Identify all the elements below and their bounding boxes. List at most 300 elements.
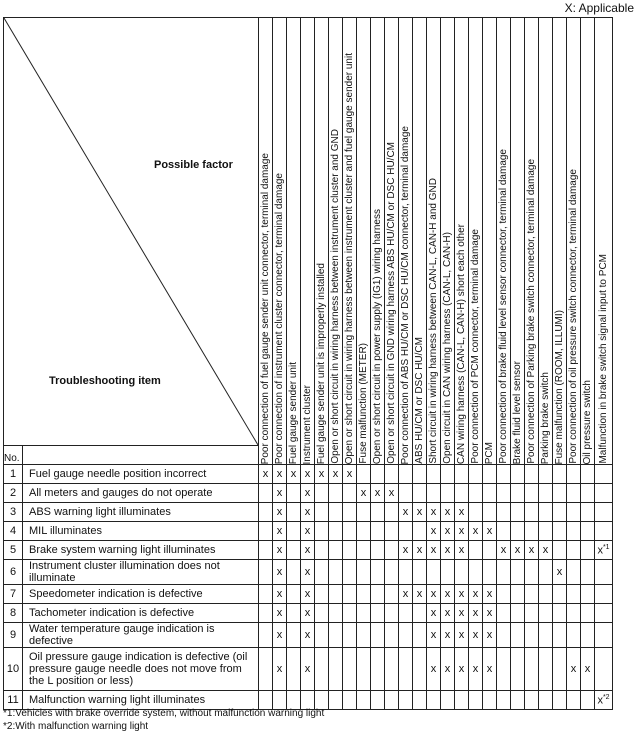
applicability-mark: [413, 522, 427, 541]
applicability-mark: [399, 522, 413, 541]
factor-label: Open or short circuit in GND wiring harness ABS HU/CM or DSC HU/CM: [386, 142, 397, 464]
applicability-mark: [371, 691, 385, 710]
applicability-mark: [427, 648, 441, 691]
applicability-mark: [371, 484, 385, 503]
factor-label: ABS HU/CM or DSC HU/CM: [414, 337, 425, 464]
applicability-mark: [497, 648, 511, 691]
factor-header: [259, 18, 273, 465]
applicability-mark: [553, 560, 567, 585]
table-row: [4, 604, 613, 623]
mark-value: x: [276, 525, 283, 537]
applicability-mark: [497, 522, 511, 541]
mark-value: x: [458, 506, 465, 518]
troubleshooting-item: Water temperature gauge indication is defective: [23, 623, 259, 648]
applicability-mark: [441, 503, 455, 522]
applicability-mark: [399, 503, 413, 522]
applicability-mark: [427, 541, 441, 560]
footnote-text: *2:With malfunction warning light: [3, 721, 149, 732]
applicability-mark: [427, 484, 441, 503]
factor-header: [343, 18, 357, 465]
applicability-mark: [329, 484, 343, 503]
applicability-mark: [469, 484, 483, 503]
mark-value: x: [262, 468, 269, 480]
mark-value: x: [458, 663, 465, 675]
mark-value: x: [570, 663, 577, 675]
applicability-mark: [595, 585, 613, 604]
applicability-mark: [483, 604, 497, 623]
mark-value: x: [430, 629, 437, 641]
applicability-mark: [371, 585, 385, 604]
no-header: No.: [4, 446, 23, 465]
applicability-mark: [567, 560, 581, 585]
applicability-mark: [441, 604, 455, 623]
mark-value: x: [472, 588, 479, 600]
troubleshooting-item: Tachometer indication is defective: [23, 604, 259, 623]
applicability-mark: [399, 560, 413, 585]
factor-header: [539, 18, 553, 465]
applicability-mark: [273, 503, 287, 522]
factor-header: [567, 18, 581, 465]
applicability-mark: [525, 560, 539, 585]
factor-label: PCM: [484, 441, 495, 464]
applicability-mark: [525, 648, 539, 691]
mark-value: x: [290, 468, 297, 480]
applicability-mark: [469, 541, 483, 560]
applicability-mark: [595, 691, 613, 710]
applicability-mark: [287, 484, 301, 503]
applicability-mark: [539, 604, 553, 623]
mark-value: x: [430, 663, 437, 675]
applicability-mark: [427, 522, 441, 541]
applicability-mark: [301, 623, 315, 648]
applicability-mark: [469, 585, 483, 604]
applicability-mark: [595, 560, 613, 585]
applicability-mark: [259, 503, 273, 522]
applicability-mark: [581, 691, 595, 710]
applicability-mark: [399, 465, 413, 484]
applicability-mark: [399, 604, 413, 623]
applicability-mark: [343, 503, 357, 522]
applicability-mark: [539, 522, 553, 541]
applicability-mark: [567, 465, 581, 484]
applicability-mark: [385, 585, 399, 604]
applicability-mark: [483, 648, 497, 691]
applicability-mark: [357, 484, 371, 503]
applicability-mark: [273, 560, 287, 585]
troubleshooting-item: Speedometer indication is defective: [23, 585, 259, 604]
applicability-mark: [343, 465, 357, 484]
applicability-mark: [413, 604, 427, 623]
row-number: 8: [4, 604, 23, 623]
mark-value: x: [486, 663, 493, 675]
table-row: [4, 691, 613, 710]
applicability-mark: [497, 541, 511, 560]
factor-header: [273, 18, 287, 465]
applicability-mark: [511, 585, 525, 604]
factor-label: Oil pressure switch: [582, 379, 593, 464]
troubleshooting-item: All meters and gauges do not operate: [23, 484, 259, 503]
applicability-mark: [441, 522, 455, 541]
applicability-mark: [581, 585, 595, 604]
applicability-mark: [273, 585, 287, 604]
mark-value: x: [388, 487, 395, 499]
applicability-mark: [343, 585, 357, 604]
applicability-mark: [315, 648, 329, 691]
table-row: [4, 541, 613, 560]
row-number: 9: [4, 623, 23, 648]
applicability-mark: [371, 503, 385, 522]
applicability-mark: [567, 648, 581, 691]
applicability-mark: [413, 560, 427, 585]
factor-header: [301, 18, 315, 465]
mark-value: x: [430, 506, 437, 518]
mark-value: x: [402, 588, 409, 600]
applicability-mark: [287, 503, 301, 522]
mark-value: x: [472, 607, 479, 619]
mark-value: x: [444, 663, 451, 675]
factor-header: [413, 18, 427, 465]
applicability-mark: [385, 560, 399, 585]
applicability-mark: [427, 585, 441, 604]
mark-value: x: [304, 506, 311, 518]
applicability-mark: [385, 648, 399, 691]
applicability-mark: [455, 465, 469, 484]
applicability-mark: [581, 541, 595, 560]
mark-value: x: [458, 544, 465, 556]
applicability-mark: [469, 623, 483, 648]
troubleshooting-item: Oil pressure gauge indication is defective (oil pressure gauge needle does not move from the L position or less): [23, 648, 259, 691]
mark-value: x: [374, 487, 381, 499]
applicability-mark: [553, 648, 567, 691]
applicability-mark: [567, 623, 581, 648]
applicability-mark: [343, 648, 357, 691]
applicability-mark: [371, 604, 385, 623]
applicability-mark: [483, 691, 497, 710]
factor-header: [427, 18, 441, 465]
mark-value: x: [472, 663, 479, 675]
mark-value: x: [276, 588, 283, 600]
mark-value: x: [304, 566, 311, 578]
applicability-mark: [413, 691, 427, 710]
applicability-mark: [287, 522, 301, 541]
troubleshooting-item: Fuel gauge needle position incorrect: [23, 465, 259, 484]
applicability-mark: [525, 541, 539, 560]
mark-value: x: [458, 525, 465, 537]
applicability-mark: [413, 503, 427, 522]
factor-header: [497, 18, 511, 465]
applicability-mark: [595, 503, 613, 522]
applicability-mark: [553, 691, 567, 710]
applicability-mark: [385, 623, 399, 648]
applicability-mark: [427, 604, 441, 623]
footnote-text: *1:Vehicles with brake override system, without malfunction warning light: [3, 708, 325, 719]
applicability-mark: [259, 604, 273, 623]
applicability-mark: [259, 648, 273, 691]
applicability-mark: [315, 503, 329, 522]
applicability-mark: [455, 585, 469, 604]
row-number: 5: [4, 541, 23, 560]
applicability-mark: [273, 623, 287, 648]
applicability-mark: [511, 541, 525, 560]
applicability-mark: [357, 522, 371, 541]
applicability-mark: [567, 541, 581, 560]
applicability-mark: [567, 691, 581, 710]
applicability-mark: [329, 522, 343, 541]
mark-value: x: [542, 544, 549, 556]
applicability-mark: [343, 604, 357, 623]
factor-label: Fuse malfunction (METER): [358, 343, 369, 464]
mark-value: x: [402, 506, 409, 518]
applicability-mark: [259, 465, 273, 484]
applicability-mark: [441, 560, 455, 585]
mark-value: x: [304, 525, 311, 537]
mark-value: x: [304, 663, 311, 675]
applicability-mark: [497, 484, 511, 503]
applicability-mark: [497, 691, 511, 710]
applicability-mark: [497, 560, 511, 585]
mark-value: x: [276, 506, 283, 518]
applicability-mark: [259, 522, 273, 541]
mark-value: x: [458, 588, 465, 600]
applicability-mark: [497, 585, 511, 604]
applicability-mark: [315, 560, 329, 585]
applicability-mark: [315, 604, 329, 623]
mark-value: x: [346, 468, 353, 480]
mark-value: x: [444, 629, 451, 641]
applicability-mark: [399, 484, 413, 503]
applicability-mark: [259, 560, 273, 585]
applicability-mark: [455, 648, 469, 691]
mark-value: x: [416, 506, 423, 518]
applicability-mark: [483, 522, 497, 541]
applicability-mark: [581, 522, 595, 541]
applicability-mark: [343, 522, 357, 541]
applicability-mark: [273, 648, 287, 691]
applicability-mark: [357, 585, 371, 604]
mark-value: x: [304, 468, 311, 480]
mark-value: x: [486, 588, 493, 600]
factor-header: [441, 18, 455, 465]
mark-value: x: [304, 544, 311, 556]
troubleshooting-item: MIL illuminates: [23, 522, 259, 541]
applicability-mark: [539, 465, 553, 484]
applicability-mark: [371, 560, 385, 585]
mark-value: x: [597, 544, 603, 557]
mark-value: x: [486, 607, 493, 619]
applicability-mark: [483, 560, 497, 585]
mark-value: x: [444, 544, 451, 556]
table-row: [4, 648, 613, 691]
applicability-mark: [413, 585, 427, 604]
footnote-ref: *1: [602, 543, 610, 551]
applicability-mark: [301, 503, 315, 522]
applicability-mark: [399, 691, 413, 710]
factor-label: Instrument cluster: [302, 384, 313, 464]
factor-header: [455, 18, 469, 465]
table-row: [4, 484, 613, 503]
mark-value: x: [458, 629, 465, 641]
applicability-mark: [259, 585, 273, 604]
applicability-mark: [427, 623, 441, 648]
applicability-mark: [287, 623, 301, 648]
applicability-mark: [413, 623, 427, 648]
factor-label: Open or short circuit in wiring harness between instrument cluster and fuel gauge sender unit: [344, 52, 355, 464]
mark-value: x: [304, 629, 311, 641]
mark-value: x: [430, 525, 437, 537]
applicability-mark: [455, 522, 469, 541]
applicability-mark: [525, 503, 539, 522]
row-number: 3: [4, 503, 23, 522]
mark-value: x: [430, 607, 437, 619]
applicability-mark: [413, 541, 427, 560]
applicability-mark: [469, 503, 483, 522]
factor-label: Open circuit in CAN wiring harness (CAN-L, CAN-H): [442, 232, 453, 464]
applicability-mark: [511, 691, 525, 710]
factor-label: Poor connection of fuel gauge sender unit connector, terminal damage: [260, 152, 271, 464]
applicability-mark: [581, 503, 595, 522]
troubleshooting-item: ABS warning light illuminates: [23, 503, 259, 522]
applicability-mark: [469, 648, 483, 691]
troubleshooting-item: Malfunction warning light illuminates: [23, 691, 259, 710]
mark-value: x: [430, 588, 437, 600]
applicability-mark: [539, 560, 553, 585]
factor-label: Malfunction in brake switch signal input to PCM: [598, 254, 609, 464]
mark-value: x: [444, 525, 451, 537]
applicability-mark: [273, 484, 287, 503]
applicability-mark: [469, 522, 483, 541]
applicability-mark: [483, 484, 497, 503]
applicability-mark: [483, 465, 497, 484]
applicability-mark: [455, 503, 469, 522]
applicability-mark: [357, 604, 371, 623]
mark-value: x: [276, 544, 283, 556]
applicability-mark: [567, 522, 581, 541]
possible-factor-label: Possible factor: [154, 159, 233, 171]
applicability-mark: [371, 541, 385, 560]
table-row: [4, 560, 613, 585]
mark-value: x: [304, 487, 311, 499]
applicability-mark: [301, 465, 315, 484]
mark-value: x: [556, 566, 563, 578]
mark-value: x: [472, 525, 479, 537]
applicability-mark: [413, 648, 427, 691]
factor-label: Fuse malfunction (ROOM, ILLUMI): [554, 309, 565, 464]
mark-value: x: [276, 629, 283, 641]
applicability-mark: [581, 648, 595, 691]
applicability-mark: [553, 465, 567, 484]
applicability-mark: [567, 604, 581, 623]
applicability-mark: [301, 604, 315, 623]
mark-value: x: [584, 663, 591, 675]
factor-header: [315, 18, 329, 465]
applicability-mark: [483, 541, 497, 560]
factor-label: Poor connection of brake fluid level sensor connector, terminal damage: [498, 149, 509, 464]
applicability-mark: [455, 623, 469, 648]
applicability-mark: [329, 585, 343, 604]
applicability-mark: [287, 691, 301, 710]
applicability-mark: [595, 541, 613, 560]
applicability-mark: [441, 541, 455, 560]
mark-value: x: [416, 588, 423, 600]
factor-label: Open or short circuit in power supply (IG1) wiring harness: [372, 208, 383, 464]
applicability-mark: [371, 623, 385, 648]
applicability-mark: [469, 604, 483, 623]
mark-value: x: [486, 629, 493, 641]
mark-value: x: [528, 544, 535, 556]
applicability-mark: [511, 465, 525, 484]
applicability-mark: [343, 560, 357, 585]
factor-label: Open or short circuit in wiring harness between instrument cluster and GND: [330, 129, 341, 464]
applicability-mark: [441, 691, 455, 710]
applicability-mark: [539, 503, 553, 522]
applicability-mark: [553, 503, 567, 522]
applicability-mark: [525, 484, 539, 503]
applicability-mark: [483, 503, 497, 522]
applicability-mark: [287, 648, 301, 691]
mark-value: x: [276, 663, 283, 675]
no-header-spacer: [23, 446, 259, 465]
applicability-mark: [511, 503, 525, 522]
factor-header: [581, 18, 595, 465]
mark-value: x: [402, 544, 409, 556]
applicability-mark: [385, 484, 399, 503]
factor-label: CAN wiring harness (CAN-L, CAN-H) short each other: [456, 223, 467, 464]
factor-header: [287, 18, 301, 465]
applicability-mark: [385, 541, 399, 560]
applicability-mark: [511, 522, 525, 541]
applicability-mark: [273, 465, 287, 484]
applicability-mark: [343, 691, 357, 710]
applicability-mark: [525, 522, 539, 541]
applicability-mark: [385, 503, 399, 522]
applicability-mark: [455, 541, 469, 560]
applicability-mark: [525, 585, 539, 604]
mark-value: x: [416, 544, 423, 556]
applicability-mark: [385, 522, 399, 541]
row-number: 7: [4, 585, 23, 604]
applicability-mark: [441, 484, 455, 503]
applicability-mark: [259, 691, 273, 710]
applicability-mark: [497, 465, 511, 484]
mark-value: x: [276, 607, 283, 619]
applicability-mark: [301, 648, 315, 691]
applicability-mark: [553, 623, 567, 648]
applicability-mark: [357, 465, 371, 484]
troubleshooting-matrix: [3, 17, 613, 710]
applicability-mark: [567, 585, 581, 604]
factor-header: [595, 18, 613, 465]
applicability-mark: [329, 503, 343, 522]
applicability-mark: [441, 465, 455, 484]
applicability-mark: [301, 691, 315, 710]
applicability-mark: [399, 623, 413, 648]
applicability-mark: [553, 522, 567, 541]
applicability-mark: [511, 604, 525, 623]
applicability-mark: [315, 691, 329, 710]
mark-value: x: [304, 607, 311, 619]
table-row: [4, 465, 613, 484]
factor-header: [357, 18, 371, 465]
applicability-mark: [595, 522, 613, 541]
applicability-mark: [427, 503, 441, 522]
applicability-mark: [497, 623, 511, 648]
applicability-mark: [567, 503, 581, 522]
footnote-ref: *2: [602, 693, 610, 701]
table-row: [4, 503, 613, 522]
applicability-mark: [539, 648, 553, 691]
applicability-mark: [525, 623, 539, 648]
mark-value: x: [444, 588, 451, 600]
